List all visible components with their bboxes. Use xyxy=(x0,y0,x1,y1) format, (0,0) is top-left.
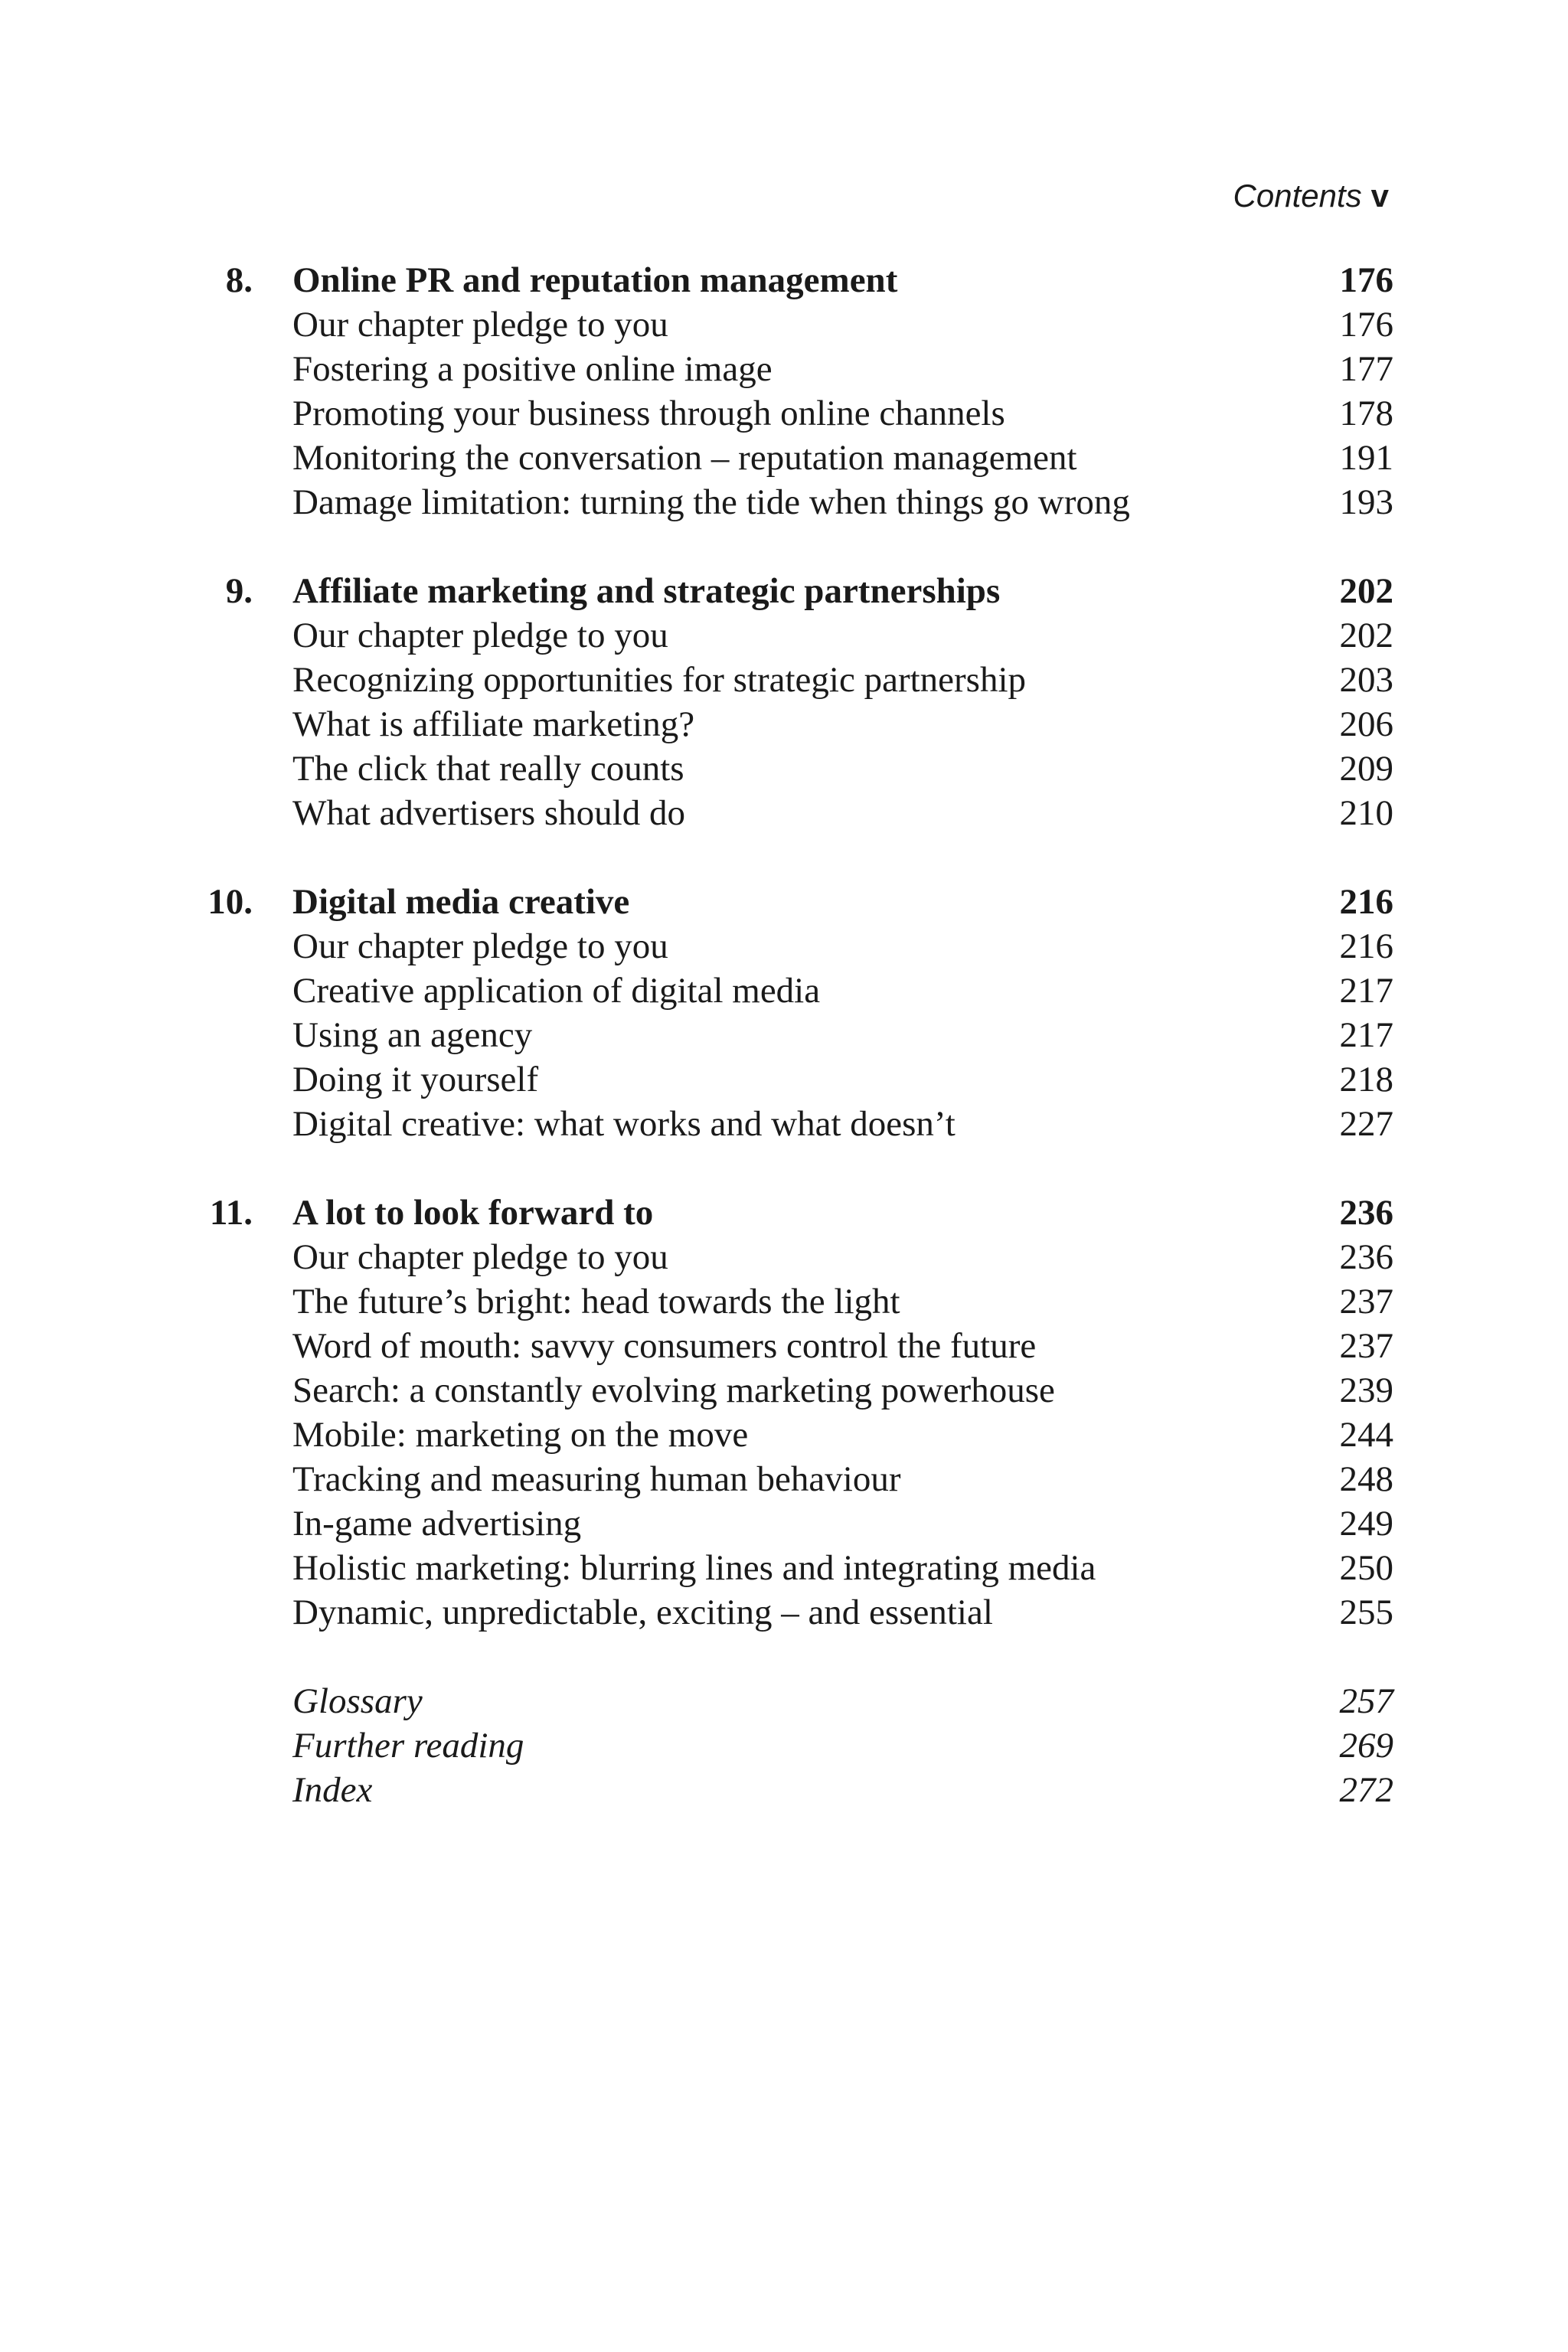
toc-section[interactable] xyxy=(0,1413,1568,1457)
section-page-number: 206 xyxy=(1339,704,1393,744)
chapter-page-number: 236 xyxy=(1339,1193,1393,1233)
section-title: Creative application of digital media xyxy=(292,971,821,1011)
section-title: Our chapter pledge to you xyxy=(292,1237,668,1277)
toc-chapter-10[interactable] xyxy=(0,880,1568,924)
section-title: The future’s bright: head towards the light xyxy=(292,1282,900,1321)
section-page-number: 218 xyxy=(1339,1060,1393,1099)
toc-section[interactable] xyxy=(0,1546,1568,1590)
section-page-number: 209 xyxy=(1339,749,1393,789)
chapter-title: Online PR and reputation management xyxy=(292,260,898,300)
toc-section[interactable] xyxy=(0,1368,1568,1413)
section-page-number: 236 xyxy=(1339,1237,1393,1277)
chapter-number: 10. xyxy=(207,882,253,922)
toc-section[interactable] xyxy=(0,702,1568,746)
chapter-title: A lot to look forward to xyxy=(292,1193,654,1233)
toc-chapter-11[interactable] xyxy=(0,1191,1568,1235)
section-title: Tracking and measuring human behaviour xyxy=(292,1459,901,1499)
spacer xyxy=(0,1146,1568,1191)
section-page-number: 250 xyxy=(1339,1548,1393,1588)
toc-section[interactable] xyxy=(0,746,1568,791)
section-title: Search: a constantly evolving marketing powerhouse xyxy=(292,1370,1055,1410)
back-matter-page-number: 272 xyxy=(1339,1770,1393,1810)
section-title: Fostering a positive online image xyxy=(292,349,773,389)
section-title: Our chapter pledge to you xyxy=(292,926,668,966)
chapter-page-number: 216 xyxy=(1339,882,1393,922)
section-title: Word of mouth: savvy consumers control the future xyxy=(292,1326,1037,1366)
section-page-number: 255 xyxy=(1339,1592,1393,1632)
section-page-number: 239 xyxy=(1339,1370,1393,1410)
toc-section[interactable] xyxy=(0,924,1568,969)
section-page-number: 210 xyxy=(1339,793,1393,833)
toc-section[interactable] xyxy=(0,436,1568,480)
toc-section[interactable] xyxy=(0,1279,1568,1324)
section-title: In-game advertising xyxy=(292,1504,582,1544)
back-matter-title: Glossary xyxy=(292,1681,423,1721)
chapter-title: Affiliate marketing and strategic partnerships xyxy=(292,571,1001,611)
section-title: Our chapter pledge to you xyxy=(292,305,668,345)
section-title: What advertisers should do xyxy=(292,793,685,833)
section-title: What is affiliate marketing? xyxy=(292,704,695,744)
section-title: Recognizing opportunities for strategic partnership xyxy=(292,660,1027,700)
section-page-number: 177 xyxy=(1339,349,1393,389)
back-matter-page-number: 269 xyxy=(1339,1726,1393,1766)
section-page-number: 227 xyxy=(1339,1104,1393,1144)
section-page-number: 203 xyxy=(1339,660,1393,700)
spacer xyxy=(0,1635,1568,1679)
chapter-page-number: 176 xyxy=(1339,260,1393,300)
section-title: Monitoring the conversation – reputation management xyxy=(292,438,1077,478)
toc-section[interactable] xyxy=(0,969,1568,1013)
toc-section[interactable] xyxy=(0,1013,1568,1057)
section-title: Damage limitation: turning the tide when things go wrong xyxy=(292,482,1130,522)
toc-section[interactable] xyxy=(0,1324,1568,1368)
section-page-number: 193 xyxy=(1339,482,1393,522)
section-page-number: 237 xyxy=(1339,1282,1393,1321)
chapter-page-number: 202 xyxy=(1339,571,1393,611)
toc-section[interactable] xyxy=(0,391,1568,436)
toc-chapter-8[interactable] xyxy=(0,258,1568,302)
section-title: The click that really counts xyxy=(292,749,684,789)
table-of-contents xyxy=(0,258,1568,1812)
toc-section[interactable] xyxy=(0,658,1568,702)
toc-section[interactable] xyxy=(0,613,1568,658)
toc-section[interactable] xyxy=(0,1102,1568,1146)
section-title: Mobile: marketing on the move xyxy=(292,1415,749,1455)
section-title: Using an agency xyxy=(292,1015,533,1055)
section-title: Our chapter pledge to you xyxy=(292,616,668,655)
spacer xyxy=(0,524,1568,569)
toc-section[interactable] xyxy=(0,1057,1568,1102)
toc-section[interactable] xyxy=(0,480,1568,524)
section-page-number: 237 xyxy=(1339,1326,1393,1366)
section-title: Doing it yourself xyxy=(292,1060,539,1099)
back-matter-title: Index xyxy=(292,1770,373,1810)
back-matter-page-number: 257 xyxy=(1339,1681,1393,1721)
running-head xyxy=(1233,173,1389,219)
section-page-number: 217 xyxy=(1339,1015,1393,1055)
page-folio: v xyxy=(1370,178,1389,214)
section-page-number: 176 xyxy=(1339,305,1393,345)
section-page-number: 178 xyxy=(1339,394,1393,433)
section-page-number: 248 xyxy=(1339,1459,1393,1499)
section-title: Holistic marketing: blurring lines and integrating media xyxy=(292,1548,1096,1588)
section-page-number: 249 xyxy=(1339,1504,1393,1544)
section-title: Dynamic, unpredictable, exciting – and essential xyxy=(292,1592,993,1632)
section-page-number: 217 xyxy=(1339,971,1393,1011)
section-page-number: 191 xyxy=(1339,438,1393,478)
section-title: Promoting your business through online channels xyxy=(292,394,1005,433)
section-page-number: 202 xyxy=(1339,616,1393,655)
running-head-label: Contents xyxy=(1233,178,1362,214)
chapter-number: 11. xyxy=(209,1193,253,1233)
toc-back-matter-glossary[interactable] xyxy=(0,1679,1568,1723)
toc-section[interactable] xyxy=(0,791,1568,835)
toc-section[interactable] xyxy=(0,1590,1568,1635)
toc-back-matter-index[interactable] xyxy=(0,1768,1568,1812)
chapter-number: 8. xyxy=(225,260,253,300)
toc-section[interactable] xyxy=(0,1457,1568,1501)
toc-back-matter-further-reading[interactable] xyxy=(0,1723,1568,1768)
toc-section[interactable] xyxy=(0,347,1568,391)
section-page-number: 216 xyxy=(1339,926,1393,966)
back-matter-title: Further reading xyxy=(292,1726,524,1766)
spacer xyxy=(0,835,1568,880)
section-title: Digital creative: what works and what doesn’t xyxy=(292,1104,956,1144)
toc-chapter-9[interactable] xyxy=(0,569,1568,613)
section-page-number: 244 xyxy=(1339,1415,1393,1455)
toc-section[interactable] xyxy=(0,1501,1568,1546)
chapter-number: 9. xyxy=(225,571,253,611)
chapter-title: Digital media creative xyxy=(292,882,630,922)
toc-section[interactable] xyxy=(0,302,1568,347)
toc-section[interactable] xyxy=(0,1235,1568,1279)
